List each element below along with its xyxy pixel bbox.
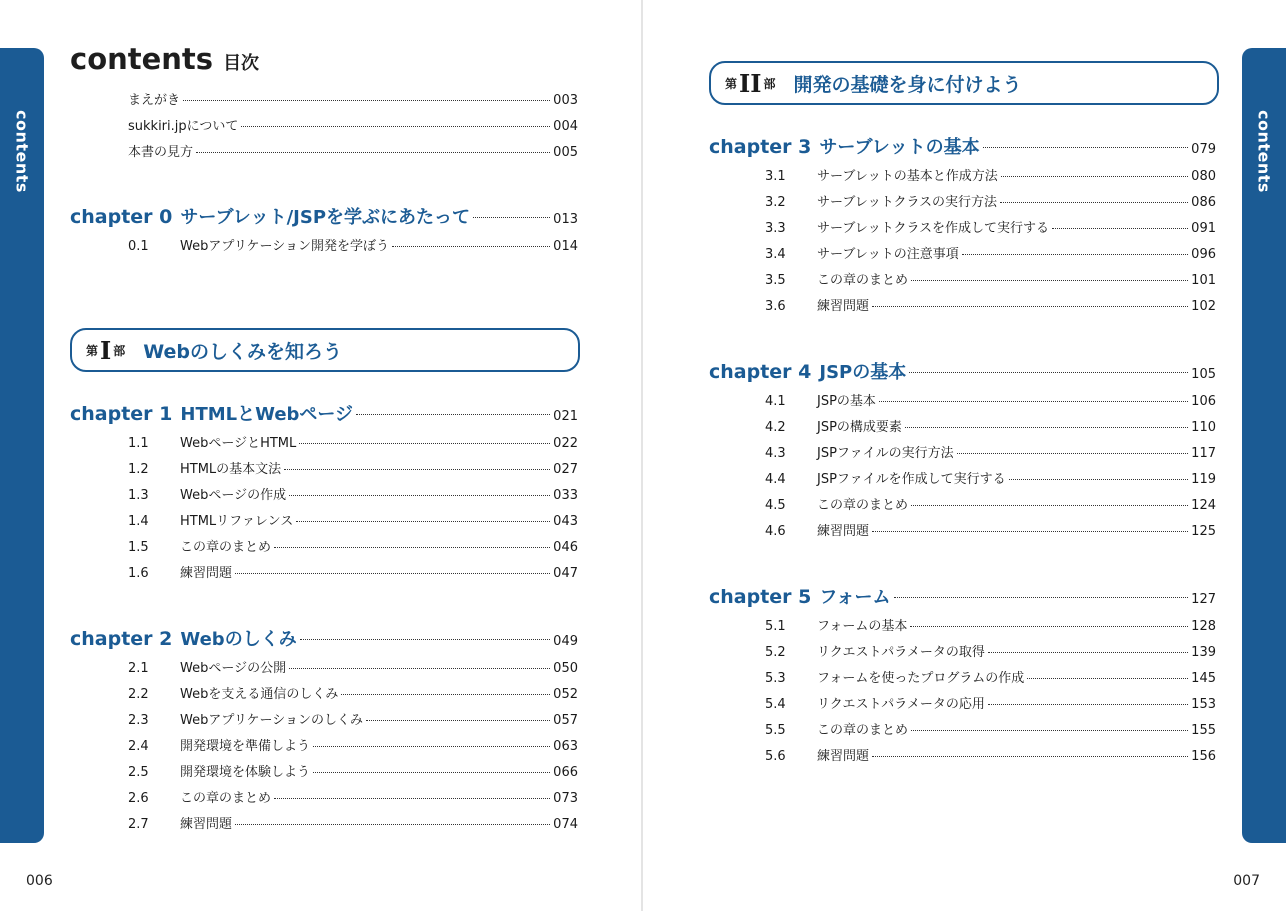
- section-2-5[interactable]: 2.5 開発環境を体験しよう 066: [128, 765, 578, 780]
- section-4-5[interactable]: 4.5 この章のまとめ 124: [765, 498, 1216, 513]
- section-4-1[interactable]: 4.1 JSPの基本 106: [765, 394, 1216, 409]
- section-5-2[interactable]: 5.2 リクエストパラメータの取得 139: [765, 645, 1216, 660]
- section-3-6[interactable]: 3.6 練習問題 102: [765, 299, 1216, 314]
- section-1-3[interactable]: 1.3 Webページの作成 033: [128, 488, 578, 503]
- page-number-left: 006: [26, 873, 53, 889]
- chapter-4-heading[interactable]: chapter 4 JSPの基本 105: [709, 361, 1216, 383]
- section-3-5[interactable]: 3.5 この章のまとめ 101: [765, 273, 1216, 288]
- part-2-banner: [709, 61, 1219, 105]
- side-tab-right: [1242, 48, 1286, 843]
- toc-entry-howto[interactable]: 本書の見方 005: [128, 145, 578, 160]
- part-2-title: 開発の基礎を身に付けよう: [793, 73, 1022, 96]
- page-title: [70, 42, 259, 76]
- section-5-4[interactable]: 5.4 リクエストパラメータの応用 153: [765, 697, 1216, 712]
- part-1-title: Webのしくみを知ろう: [143, 340, 343, 363]
- chapter-2-heading[interactable]: chapter 2 Webのしくみ 049: [70, 628, 578, 650]
- section-2-2[interactable]: 2.2 Webを支える通信のしくみ 052: [128, 687, 578, 702]
- chapter-3-heading[interactable]: chapter 3 サーブレットの基本 079: [709, 136, 1216, 158]
- section-2-6[interactable]: 2.6 この章のまとめ 073: [128, 791, 578, 806]
- part-1-banner: [70, 328, 580, 372]
- section-1-6[interactable]: 1.6 練習問題 047: [128, 566, 578, 581]
- section-3-3[interactable]: 3.3 サーブレットクラスを作成して実行する 091: [765, 221, 1216, 236]
- side-tab-left: [0, 48, 44, 843]
- toc-entry-sukkiri[interactable]: sukkiri.jpについて 004: [128, 119, 578, 134]
- chapter-5-heading[interactable]: chapter 5 フォーム 127: [709, 586, 1216, 608]
- section-1-4[interactable]: 1.4 HTMLリファレンス 043: [128, 514, 578, 529]
- section-2-4[interactable]: 2.4 開発環境を準備しよう 063: [128, 739, 578, 754]
- section-0-1[interactable]: 0.1 Webアプリケーション開発を学ぼう 014: [128, 239, 578, 254]
- section-2-1[interactable]: 2.1 Webページの公開 050: [128, 661, 578, 676]
- right-page: [643, 0, 1286, 911]
- section-2-3[interactable]: 2.3 Webアプリケーションのしくみ 057: [128, 713, 578, 728]
- chapter-1-heading[interactable]: chapter 1 HTMLとWebページ 021: [70, 403, 578, 425]
- section-3-1[interactable]: 3.1 サーブレットの基本と作成方法 080: [765, 169, 1216, 184]
- section-1-5[interactable]: 1.5 この章のまとめ 046: [128, 540, 578, 555]
- section-4-6[interactable]: 4.6 練習問題 125: [765, 524, 1216, 539]
- section-5-3[interactable]: 5.3 フォームを使ったプログラムの作成 145: [765, 671, 1216, 686]
- section-1-2[interactable]: 1.2 HTMLの基本文法 027: [128, 462, 578, 477]
- part-2-mark: 第 II 部: [725, 68, 776, 98]
- section-3-2[interactable]: 3.2 サーブレットクラスの実行方法 086: [765, 195, 1216, 210]
- section-1-1[interactable]: 1.1 WebページとHTML 022: [128, 436, 578, 451]
- section-5-6[interactable]: 5.6 練習問題 156: [765, 749, 1216, 764]
- title-english: contents: [70, 42, 214, 76]
- section-2-7[interactable]: 2.7 練習問題 074: [128, 817, 578, 832]
- section-4-2[interactable]: 4.2 JSPの構成要素 110: [765, 420, 1216, 435]
- side-tab-label: contents: [1254, 110, 1274, 193]
- section-4-3[interactable]: 4.3 JSPファイルの実行方法 117: [765, 446, 1216, 461]
- title-japanese: 目次: [223, 53, 260, 74]
- toc-entry-preface[interactable]: まえがき 003: [128, 93, 578, 108]
- part-1-mark: 第 I 部: [86, 335, 126, 365]
- section-5-5[interactable]: 5.5 この章のまとめ 155: [765, 723, 1216, 738]
- section-3-4[interactable]: 3.4 サーブレットの注意事項 096: [765, 247, 1216, 262]
- chapter-0-heading[interactable]: chapter 0 サーブレット/JSPを学ぶにあたって 013: [70, 206, 578, 228]
- page-number-right: 007: [1233, 873, 1260, 889]
- side-tab-label: contents: [12, 110, 32, 193]
- section-5-1[interactable]: 5.1 フォームの基本 128: [765, 619, 1216, 634]
- section-4-4[interactable]: 4.4 JSPファイルを作成して実行する 119: [765, 472, 1216, 487]
